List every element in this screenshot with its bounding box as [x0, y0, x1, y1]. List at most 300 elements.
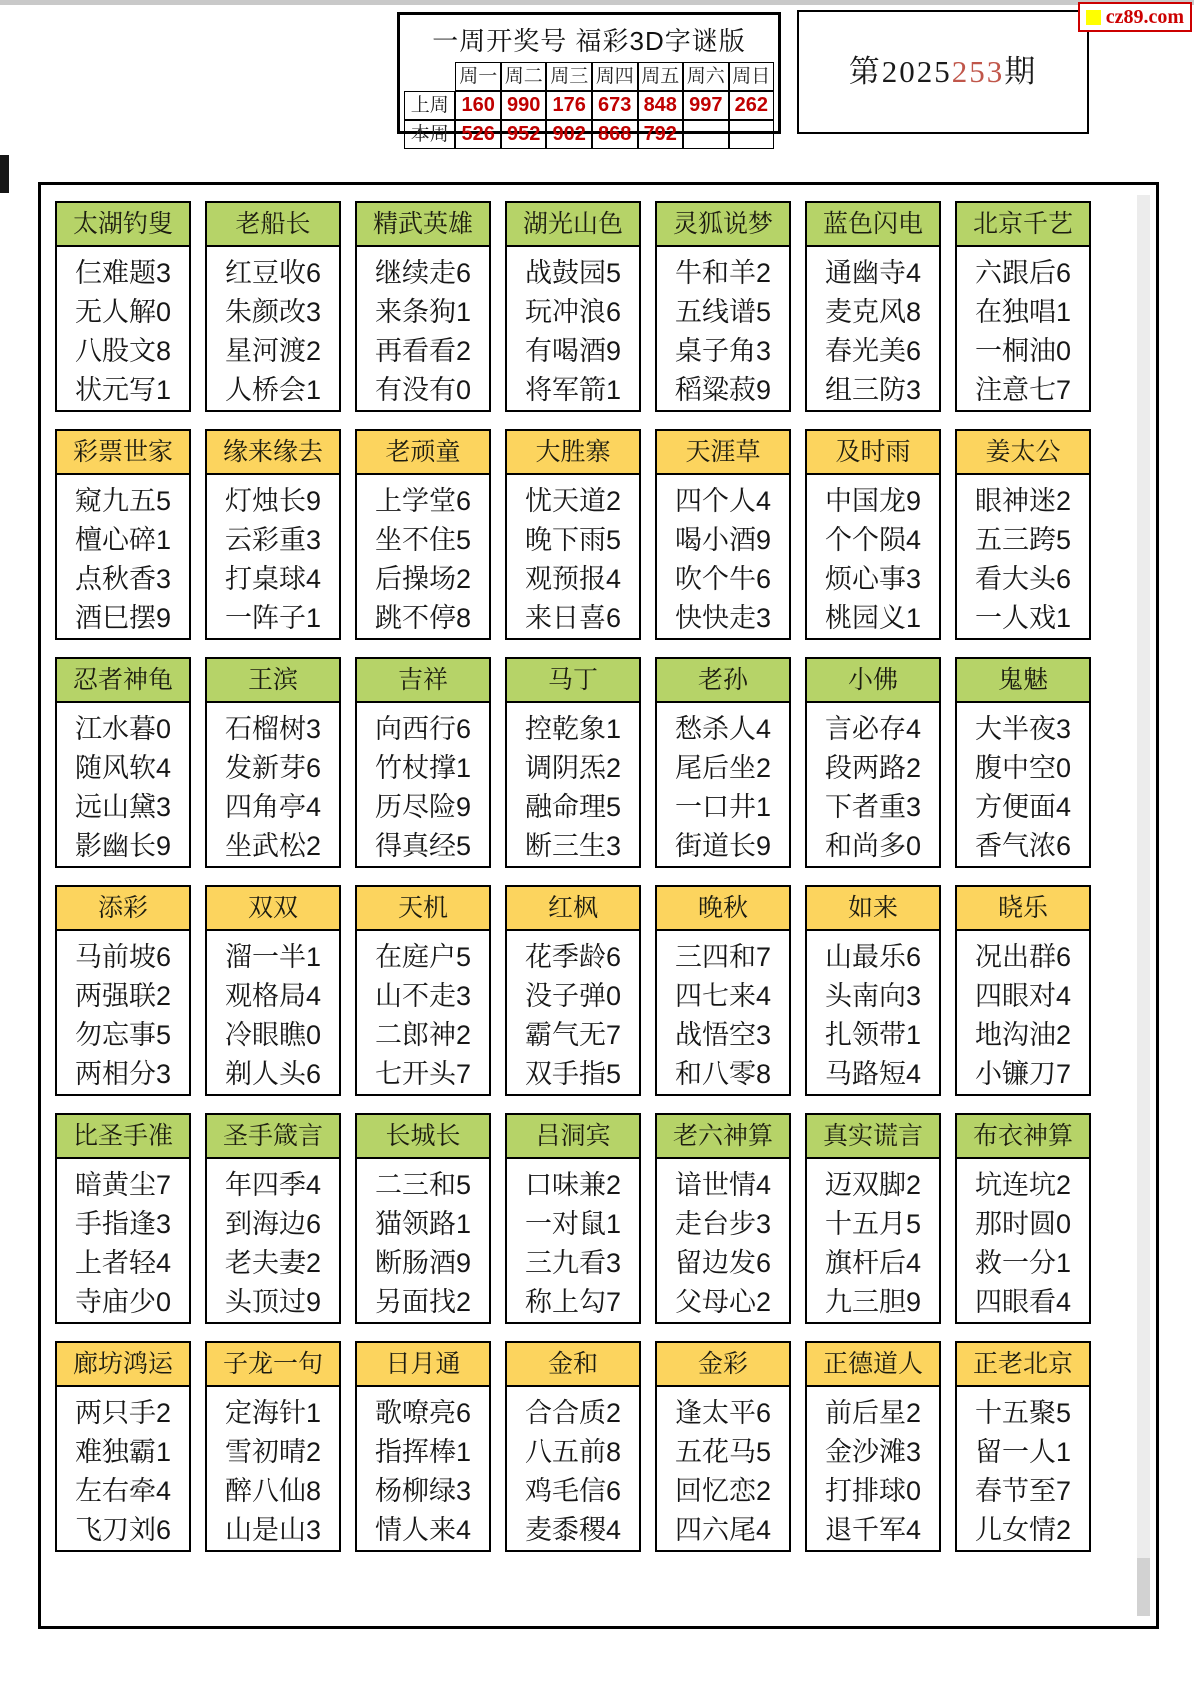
riddle-line: 溜一半1: [224, 942, 322, 972]
riddle-line: 有喝酒9: [524, 336, 622, 366]
riddle-line: 点秋香3: [74, 564, 172, 594]
riddle-line: 左右牵4: [74, 1476, 172, 1506]
riddle-card: [505, 885, 641, 1096]
riddle-line: 快快走3: [674, 603, 772, 633]
riddle-line: 在独唱1: [974, 297, 1072, 327]
weekly-draw-table: [404, 62, 774, 149]
card-body: [507, 703, 639, 866]
riddle-card: [355, 1113, 491, 1324]
riddle-line: 灯烛长9: [224, 486, 322, 516]
riddle-line: 坐不住5: [374, 525, 472, 555]
riddle-card: [205, 1341, 341, 1552]
riddle-line: 一对鼠1: [524, 1209, 622, 1239]
riddle-line: 霸气无7: [524, 1020, 622, 1050]
week-number-row: [404, 120, 774, 149]
card-title: 姜太公: [957, 431, 1089, 475]
card-body: [657, 703, 789, 866]
riddle-line: 情人来4: [374, 1515, 472, 1545]
riddle-card: [655, 201, 791, 412]
riddle-line: 红豆收6: [224, 258, 322, 288]
card-title: 太湖钓叟: [57, 203, 189, 247]
riddle-line: 街道长9: [674, 831, 772, 861]
riddle-card: [55, 657, 191, 868]
riddle-line: 难独霸1: [74, 1437, 172, 1467]
riddle-line: 七开头7: [374, 1059, 472, 1089]
riddle-line: 战鼓园5: [524, 258, 622, 288]
riddle-line: 继续走6: [374, 258, 472, 288]
riddle-line: 没子弹0: [524, 981, 622, 1011]
riddle-line: 窥九五5: [74, 486, 172, 516]
riddle-line: 三九看3: [524, 1248, 622, 1278]
riddle-line: 五花马5: [674, 1437, 772, 1467]
riddle-card: [355, 885, 491, 1096]
riddle-line: 飞刀刘6: [74, 1515, 172, 1545]
card-title: 精武英雄: [357, 203, 489, 247]
draw-number-cell: 952: [501, 120, 547, 149]
week-table-body: [404, 91, 774, 149]
riddle-card: [655, 885, 791, 1096]
riddle-line: 勿忘事5: [74, 1020, 172, 1050]
riddle-line: 四角亭4: [224, 792, 322, 822]
riddle-line: 调阴炁2: [524, 753, 622, 783]
card-title: 金彩: [657, 1343, 789, 1387]
riddle-line: 救一分1: [974, 1248, 1072, 1278]
card-title: 湖光山色: [507, 203, 639, 247]
riddle-card: [205, 885, 341, 1096]
card-title: 晚秋: [657, 887, 789, 931]
riddle-line: 另面找2: [374, 1287, 472, 1317]
riddle-line: 六跟后6: [974, 258, 1072, 288]
riddle-line: 父母心2: [674, 1287, 772, 1317]
riddle-line: 无人解0: [74, 297, 172, 327]
card-body: [807, 1159, 939, 1322]
card-body: [57, 1387, 189, 1550]
riddle-line: 檀心碎1: [74, 525, 172, 555]
riddle-line: 儿女情2: [974, 1515, 1072, 1545]
card-title: 彩票世家: [57, 431, 189, 475]
riddle-line: 观预报4: [524, 564, 622, 594]
riddle-line: 称上勾7: [524, 1287, 622, 1317]
riddle-line: 打桌球4: [224, 564, 322, 594]
card-body: [357, 931, 489, 1094]
riddle-line: 留边发6: [674, 1248, 772, 1278]
riddle-line: 麦克风8: [824, 297, 922, 327]
riddle-line: 来日喜6: [524, 603, 622, 633]
card-title: 天机: [357, 887, 489, 931]
card-title: 天涯草: [657, 431, 789, 475]
riddle-line: 小镰刀7: [974, 1059, 1072, 1089]
week-number-row: [404, 91, 774, 120]
card-title: 北京千艺: [957, 203, 1089, 247]
logo-text: cz89.com: [1105, 5, 1184, 28]
card-body: [657, 1159, 789, 1322]
card-title: 正德道人: [807, 1343, 939, 1387]
riddle-line: 玩冲浪6: [524, 297, 622, 327]
riddle-card: [805, 657, 941, 868]
riddle-card: [505, 201, 641, 412]
riddle-line: 竹杖撑1: [374, 753, 472, 783]
riddle-line: 看大头6: [974, 564, 1072, 594]
card-body: [957, 475, 1089, 638]
riddle-line: 暗黄尘7: [74, 1170, 172, 1200]
draw-number-cell: [683, 120, 729, 149]
riddle-line: 和尚多0: [824, 831, 922, 861]
riddle-line: 迈双脚2: [824, 1170, 922, 1200]
riddle-line: 旗杆后4: [824, 1248, 922, 1278]
logo-square-icon: [1086, 10, 1101, 25]
draw-number-cell: 990: [501, 91, 547, 120]
riddle-line: 段两路2: [824, 753, 922, 783]
draw-number-cell: 262: [729, 91, 775, 120]
page-top-strip: [0, 0, 1194, 5]
riddle-card: [805, 429, 941, 640]
riddle-line: 牛和羊2: [674, 258, 772, 288]
riddle-line: 坑连坑2: [974, 1170, 1072, 1200]
riddle-card: [205, 657, 341, 868]
riddle-line: 酒巳摆9: [74, 603, 172, 633]
riddle-line: 况出群6: [974, 942, 1072, 972]
riddle-card: [55, 885, 191, 1096]
riddle-line: 眼神迷2: [974, 486, 1072, 516]
card-title: 金和: [507, 1343, 639, 1387]
card-title: 鬼魅: [957, 659, 1089, 703]
riddle-line: 晚下雨5: [524, 525, 622, 555]
card-body: [657, 475, 789, 638]
riddle-line: 扎领带1: [824, 1020, 922, 1050]
card-title: 红枫: [507, 887, 639, 931]
draw-number-cell: 997: [683, 91, 729, 120]
riddle-card: [355, 429, 491, 640]
riddle-line: 口味兼2: [524, 1170, 622, 1200]
riddle-card: [505, 429, 641, 640]
riddle-line: 人桥会1: [224, 375, 322, 405]
riddle-card: [505, 657, 641, 868]
card-title: 马丁: [507, 659, 639, 703]
card-title: 王滨: [207, 659, 339, 703]
card-body: [807, 703, 939, 866]
riddle-line: 下者重3: [824, 792, 922, 822]
card-body: [207, 1387, 339, 1550]
riddle-card: [55, 1113, 191, 1324]
riddle-line: 年四季4: [224, 1170, 322, 1200]
card-title: 蓝色闪电: [807, 203, 939, 247]
card-body: [207, 931, 339, 1094]
day-header-cell: 周六: [683, 62, 729, 91]
card-title: 正老北京: [957, 1343, 1089, 1387]
card-body: [957, 1387, 1089, 1550]
card-title: 吉祥: [357, 659, 489, 703]
riddle-line: 将军箭1: [524, 375, 622, 405]
card-title: 子龙一句: [207, 1343, 339, 1387]
riddle-card: [805, 201, 941, 412]
draw-number-cell: 176: [546, 91, 592, 120]
riddle-line: 方便面4: [974, 792, 1072, 822]
issue-year: 2025: [881, 54, 952, 89]
riddle-line: 两强联2: [74, 981, 172, 1011]
card-body: [357, 1387, 489, 1550]
riddle-line: 得真经5: [374, 831, 472, 861]
riddle-line: 通幽寺4: [824, 258, 922, 288]
riddle-line: 中国龙9: [824, 486, 922, 516]
issue-suffix: 期: [1004, 54, 1038, 89]
issue-number: [799, 46, 1087, 91]
riddle-line: 马前坡6: [74, 942, 172, 972]
issue-period: 253: [951, 54, 1005, 89]
riddle-line: 断三生3: [524, 831, 622, 861]
riddle-line: 退千军4: [824, 1515, 922, 1545]
card-title: 长城长: [357, 1115, 489, 1159]
riddle-line: 向西行6: [374, 714, 472, 744]
card-body: [357, 247, 489, 410]
riddle-line: 四眼看4: [974, 1287, 1072, 1317]
day-header-cell: 周四: [592, 62, 638, 91]
card-body: [807, 247, 939, 410]
riddle-line: 桌子角3: [674, 336, 772, 366]
day-header-cell: 周五: [638, 62, 684, 91]
riddle-line: 八五前8: [524, 1437, 622, 1467]
riddle-card: [655, 429, 791, 640]
riddle-line: 桃园义1: [824, 603, 922, 633]
riddle-line: 坐武松2: [224, 831, 322, 861]
draw-number-cell: 792: [638, 120, 684, 149]
page-edge-mark: [0, 155, 9, 193]
card-body: [507, 1387, 639, 1550]
card-body: [507, 475, 639, 638]
riddle-line: 尾后坐2: [674, 753, 772, 783]
riddle-card: [655, 657, 791, 868]
riddle-line: 融命理5: [524, 792, 622, 822]
riddle-line: 来条狗1: [374, 297, 472, 327]
card-title: 小佛: [807, 659, 939, 703]
riddle-line: 鸡毛信6: [524, 1476, 622, 1506]
day-header-cell: 周三: [546, 62, 592, 91]
riddle-line: 腹中空0: [974, 753, 1072, 783]
card-body: [57, 1159, 189, 1322]
card-title: 双双: [207, 887, 339, 931]
riddle-line: 四眼对4: [974, 981, 1072, 1011]
riddle-line: 五三跨5: [974, 525, 1072, 555]
riddle-line: 上者轻4: [74, 1248, 172, 1278]
riddle-line: 指挥棒1: [374, 1437, 472, 1467]
card-body: [207, 1159, 339, 1322]
riddle-card: [805, 1113, 941, 1324]
riddle-card: [505, 1113, 641, 1324]
card-body: [807, 931, 939, 1094]
riddle-card: [955, 1113, 1091, 1324]
riddle-line: 注意七7: [974, 375, 1072, 405]
card-title: 灵狐说梦: [657, 203, 789, 247]
day-header-cell: 周日: [729, 62, 775, 91]
riddle-card: [955, 885, 1091, 1096]
riddle-line: 打排球0: [824, 1476, 922, 1506]
card-title: 及时雨: [807, 431, 939, 475]
riddle-line: 一阵子1: [224, 603, 322, 633]
riddle-line: 山是山3: [224, 1515, 322, 1545]
riddle-line: 随风软4: [74, 753, 172, 783]
riddle-line: 谙世情4: [674, 1170, 772, 1200]
riddle-card: [355, 201, 491, 412]
card-body: [807, 475, 939, 638]
card-title: 忍者神龟: [57, 659, 189, 703]
card-title: 老船长: [207, 203, 339, 247]
card-body: [207, 247, 339, 410]
riddle-line: 二郎神2: [374, 1020, 472, 1050]
riddle-line: 剃人头6: [224, 1059, 322, 1089]
riddle-line: 雪初晴2: [224, 1437, 322, 1467]
card-body: [507, 1159, 639, 1322]
riddle-line: 后操场2: [374, 564, 472, 594]
draw-number-cell: 868: [592, 120, 638, 149]
riddle-line: 三四和7: [674, 942, 772, 972]
riddle-line: 醉八仙8: [224, 1476, 322, 1506]
card-body: [807, 1387, 939, 1550]
card-title: 廊坊鸿运: [57, 1343, 189, 1387]
riddle-line: 到海边6: [224, 1209, 322, 1239]
riddle-line: 远山黛3: [74, 792, 172, 822]
riddle-line: 山最乐6: [824, 942, 922, 972]
site-logo[interactable]: [1078, 2, 1192, 32]
riddle-line: 和八零8: [674, 1059, 772, 1089]
riddle-card: [55, 201, 191, 412]
card-body: [57, 247, 189, 410]
riddle-board: [38, 182, 1159, 1629]
riddle-line: 发新芽6: [224, 753, 322, 783]
riddle-line: 那时圆0: [974, 1209, 1072, 1239]
card-body: [57, 475, 189, 638]
riddle-line: 四个人4: [674, 486, 772, 516]
riddle-line: 吹个牛6: [674, 564, 772, 594]
riddle-line: 歌嘹亮6: [374, 1398, 472, 1428]
riddle-line: 麦黍稷4: [524, 1515, 622, 1545]
riddle-line: 四六尾4: [674, 1515, 772, 1545]
riddle-line: 金沙滩3: [824, 1437, 922, 1467]
riddle-line: 战悟空3: [674, 1020, 772, 1050]
card-title: 比圣手准: [57, 1115, 189, 1159]
riddle-card: [955, 657, 1091, 868]
riddle-line: 星河渡2: [224, 336, 322, 366]
riddle-line: 山不走3: [374, 981, 472, 1011]
riddle-line: 十五聚5: [974, 1398, 1072, 1428]
riddle-line: 二三和5: [374, 1170, 472, 1200]
riddle-line: 香气浓6: [974, 831, 1072, 861]
riddle-line: 历尽险9: [374, 792, 472, 822]
riddle-line: 稻粱菽9: [674, 375, 772, 405]
card-title: 大胜寨: [507, 431, 639, 475]
riddle-line: 朱颜改3: [224, 297, 322, 327]
riddle-line: 逢太平6: [674, 1398, 772, 1428]
card-body: [957, 247, 1089, 410]
riddle-line: 九三胆9: [824, 1287, 922, 1317]
card-body: [657, 247, 789, 410]
card-title: 真实谎言: [807, 1115, 939, 1159]
draw-number-cell: 160: [455, 91, 501, 120]
riddle-line: 头顶过9: [224, 1287, 322, 1317]
riddle-line: 仨难题3: [74, 258, 172, 288]
riddle-line: 猫领路1: [374, 1209, 472, 1239]
riddle-line: 春光美6: [824, 336, 922, 366]
riddle-line: 头南向3: [824, 981, 922, 1011]
card-body: [507, 931, 639, 1094]
draw-number-cell: 673: [592, 91, 638, 120]
riddle-card: [205, 201, 341, 412]
card-body: [357, 1159, 489, 1322]
riddle-line: 烦心事3: [824, 564, 922, 594]
riddle-line: 寺庙少0: [74, 1287, 172, 1317]
riddle-line: 两相分3: [74, 1059, 172, 1089]
scrollbar[interactable]: [1137, 195, 1150, 1616]
riddle-line: 前后星2: [824, 1398, 922, 1428]
riddle-line: 云彩重3: [224, 525, 322, 555]
card-title: 缘来缘去: [207, 431, 339, 475]
riddle-line: 大半夜3: [974, 714, 1072, 744]
card-title: 晓乐: [957, 887, 1089, 931]
riddle-line: 状元写1: [74, 375, 172, 405]
riddle-line: 在庭户5: [374, 942, 472, 972]
riddle-line: 老夫妻2: [224, 1248, 322, 1278]
card-title: 如来: [807, 887, 939, 931]
riddle-line: 一口井1: [674, 792, 772, 822]
riddle-card: [505, 1341, 641, 1552]
riddle-card: [355, 657, 491, 868]
riddle-card: [655, 1341, 791, 1552]
riddle-card: [205, 1113, 341, 1324]
riddle-line: 断肠酒9: [374, 1248, 472, 1278]
card-body: [207, 475, 339, 638]
cards-grid: [55, 201, 1095, 1552]
weekly-draw-panel: [397, 12, 781, 145]
riddle-line: 影幽长9: [74, 831, 172, 861]
card-body: [507, 247, 639, 410]
riddle-line: 五线谱5: [674, 297, 772, 327]
riddle-line: 两只手2: [74, 1398, 172, 1428]
riddle-line: 四七来4: [674, 981, 772, 1011]
week-row-label: 本周: [404, 120, 455, 149]
riddle-line: 杨柳绿3: [374, 1476, 472, 1506]
card-title: 老顽童: [357, 431, 489, 475]
riddle-line: 回忆恋2: [674, 1476, 772, 1506]
card-body: [957, 931, 1089, 1094]
card-body: [657, 1387, 789, 1550]
day-header-cell: 周二: [501, 62, 547, 91]
weekly-draw-title: 一周开奖号 福彩3D字谜版: [432, 26, 746, 56]
riddle-line: 地沟油2: [974, 1020, 1072, 1050]
card-title: 圣手箴言: [207, 1115, 339, 1159]
riddle-card: [955, 1341, 1091, 1552]
riddle-card: [955, 429, 1091, 640]
riddle-line: 一桐油0: [974, 336, 1072, 366]
riddle-line: 八股文8: [74, 336, 172, 366]
card-body: [57, 931, 189, 1094]
card-body: [207, 703, 339, 866]
riddle-card: [355, 1341, 491, 1552]
card-body: [957, 1159, 1089, 1322]
riddle-line: 花季龄6: [524, 942, 622, 972]
corner-cell: [404, 62, 455, 91]
riddle-card: [55, 1341, 191, 1552]
riddle-line: 跳不停8: [374, 603, 472, 633]
day-header-cell: 周一: [455, 62, 501, 91]
riddle-line: 江水暮0: [74, 714, 172, 744]
card-title: 吕洞宾: [507, 1115, 639, 1159]
riddle-card: [55, 429, 191, 640]
week-row-label: 上周: [404, 91, 455, 120]
card-body: [357, 703, 489, 866]
scrollbar-thumb[interactable]: [1137, 1558, 1150, 1616]
riddle-line: 个个陨4: [824, 525, 922, 555]
riddle-line: 十五月5: [824, 1209, 922, 1239]
card-title: 老孙: [657, 659, 789, 703]
riddle-line: 言必存4: [824, 714, 922, 744]
